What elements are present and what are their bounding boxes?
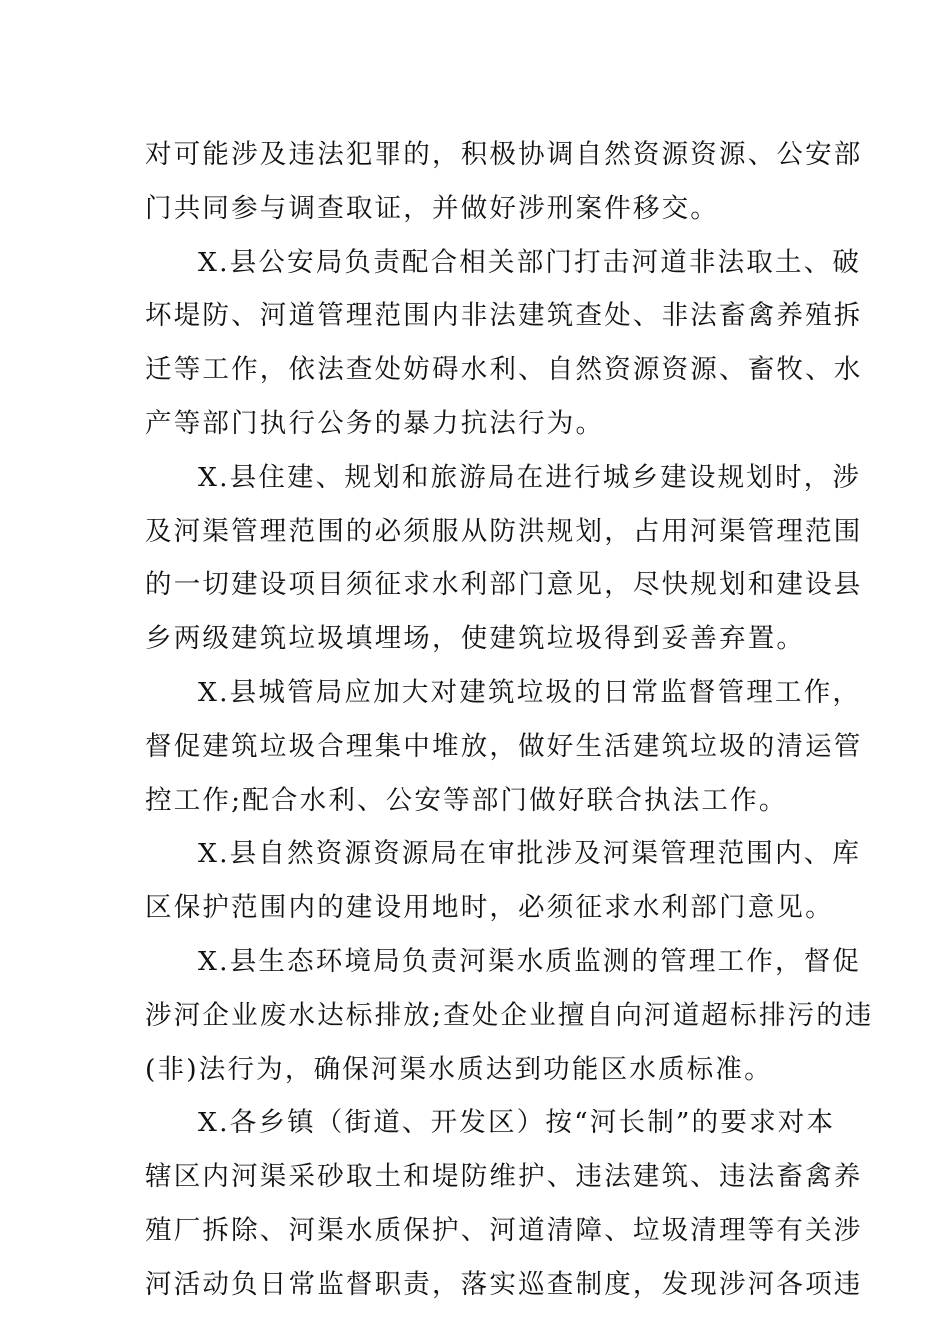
text-line: 涉河企业废水达标排放;查处企业擅自向河道超标排污的违 xyxy=(145,999,874,1031)
text-line: 的一切建设项目须征求水利部门意见，尽快规划和建设县 xyxy=(145,569,863,601)
text-line: 门共同参与调查取证，并做好涉刑案件移交。 xyxy=(145,192,719,224)
paragraph-7 xyxy=(145,1096,863,1311)
text-line: 督促建筑垃圾合理集中堆放，做好生活建筑垃圾的清运管 xyxy=(145,730,863,762)
paragraph-3 xyxy=(145,451,863,666)
text-line: X.各乡镇（街道、开发区）按“河长制”的要求对本 xyxy=(198,1107,836,1139)
text-line: X.县自然资源资源局在审批涉及河渠管理范围内、库 xyxy=(198,838,862,870)
paragraph-1 xyxy=(145,128,863,236)
text-line: 辖区内河渠采砂取土和堤防维护、违法建筑、违法畜禽养 xyxy=(145,1161,863,1193)
document-body xyxy=(145,128,874,1312)
paragraph-2 xyxy=(145,236,863,451)
text-line: 区保护范围内的建设用地时，必须征求水利部门意见。 xyxy=(145,892,834,924)
text-line: 迁等工作，依法查处妨碍水利、自然资源资源、畜牧、水 xyxy=(145,354,863,386)
text-line: 对可能涉及违法犯罪的，积极协调自然资源资源、公安部 xyxy=(145,139,863,170)
text-line: 坏堤防、河道管理范围内非法建筑查处、非法畜禽养殖拆 xyxy=(145,300,863,332)
text-line: 及河渠管理范围的必须服从防洪规划，占用河渠管理范围 xyxy=(145,515,863,547)
text-line: 殖厂拆除、河渠水质保护、河道清障、垃圾清理等有关涉 xyxy=(145,1214,863,1246)
paragraph-5 xyxy=(145,827,862,935)
paragraph-4 xyxy=(145,666,863,827)
text-line: 乡两级建筑垃圾填埋场，使建筑垃圾得到妥善弃置。 xyxy=(145,623,806,655)
text-line: 控工作;配合水利、公安等部门做好联合执法工作。 xyxy=(145,784,788,816)
text-line: X.县住建、规划和旅游局在进行城乡建设规划时，涉 xyxy=(198,461,862,493)
text-line: X.县城管局应加大对建筑垃圾的日常监督管理工作， xyxy=(198,676,862,708)
text-line: X.县公安局负责配合相关部门打击河道非法取土、破 xyxy=(198,246,862,278)
text-line: 河活动负日常监督职责，落实巡查制度，发现涉河各项违 xyxy=(145,1268,863,1300)
paragraph-6 xyxy=(145,935,874,1096)
text-line: 产等部门执行公务的暴力抗法行为。 xyxy=(145,407,605,439)
text-line: (非)法行为，确保河渠水质达到功能区水质标准。 xyxy=(145,1053,773,1085)
text-line: X.县生态环境局负责河渠水质监测的管理工作，督促 xyxy=(198,945,862,977)
